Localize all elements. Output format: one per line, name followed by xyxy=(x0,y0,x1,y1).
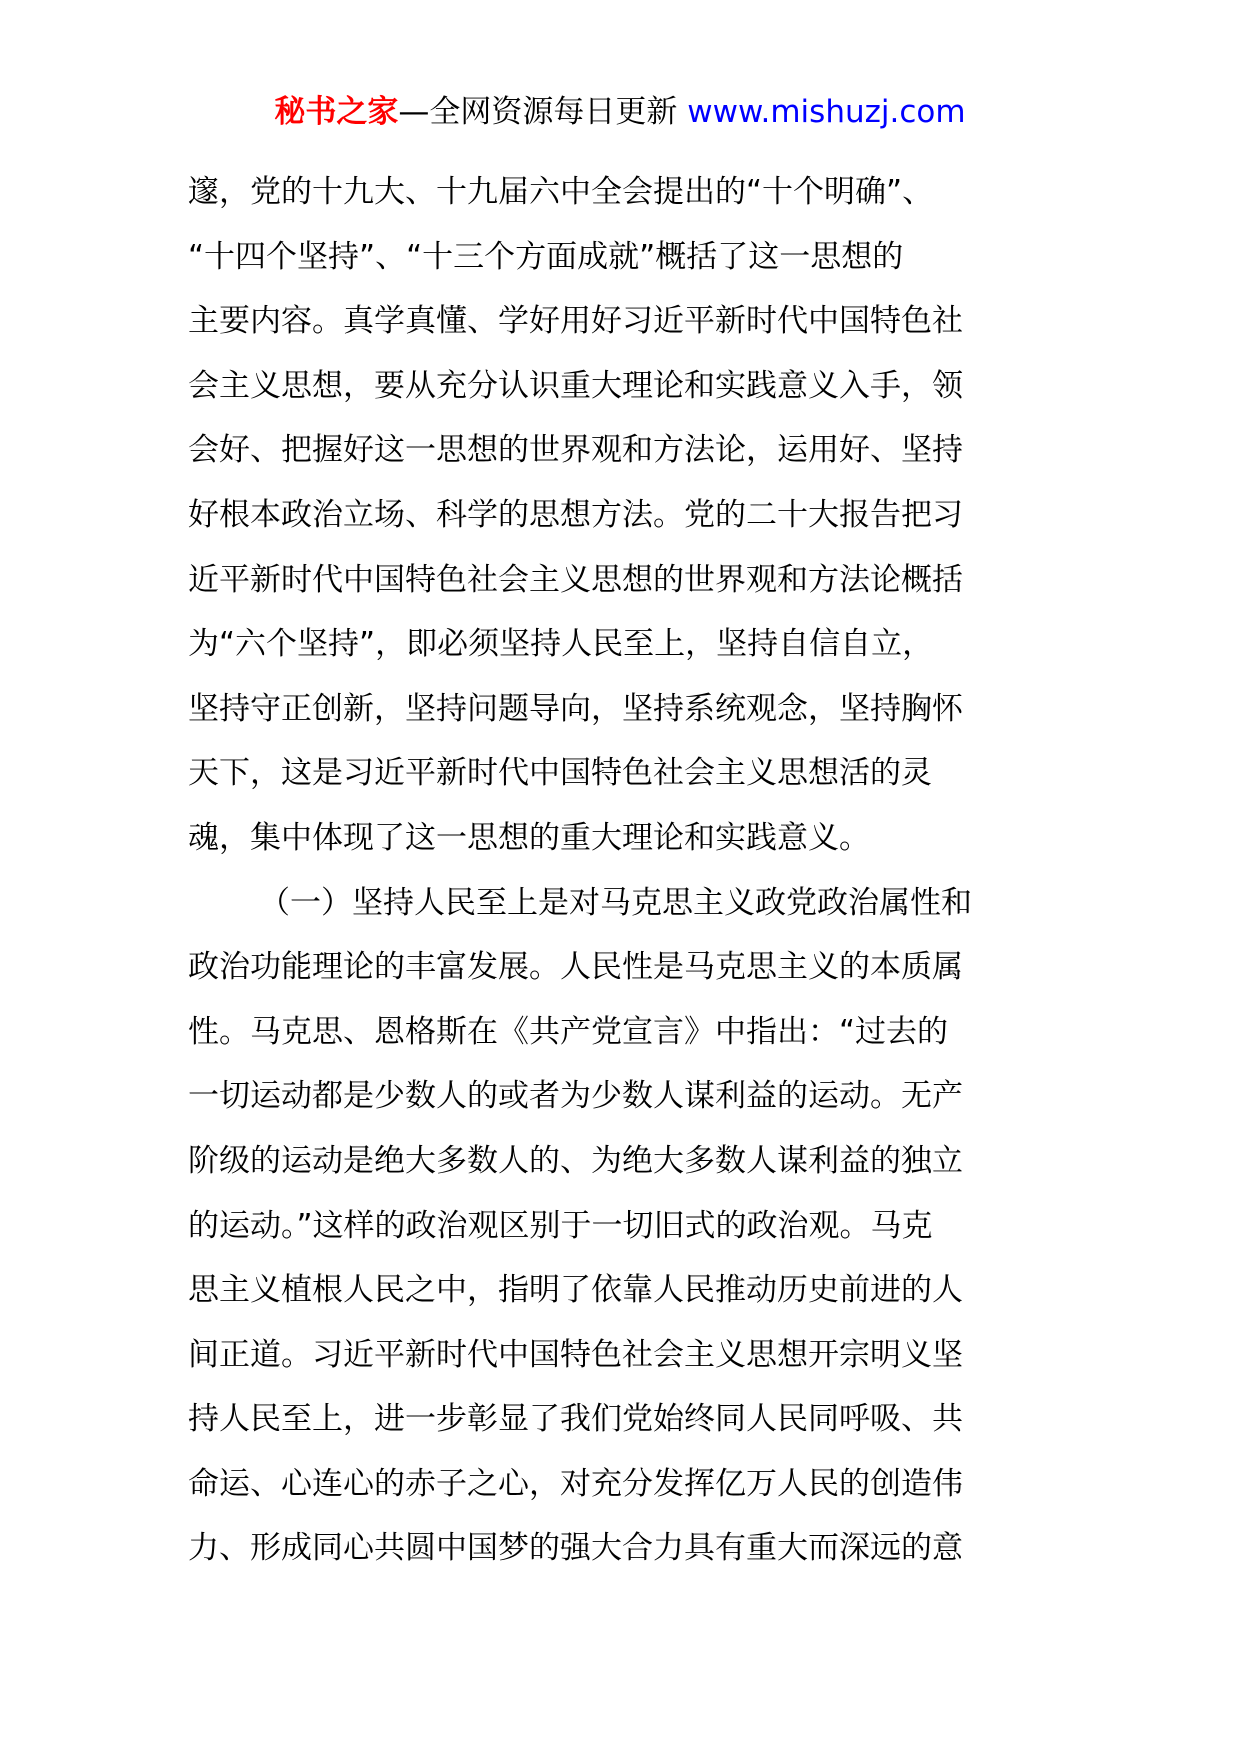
page-header xyxy=(0,92,1240,132)
text-line: 力、形成同心共圆中国梦的强大合力具有重大而深远的意 xyxy=(188,1530,963,1567)
text-line: 命运、心连心的赤子之心，对充分发挥亿万人民的创造伟 xyxy=(188,1465,963,1502)
site-brand: 秘书之家 xyxy=(274,94,399,130)
text-line: 性。马克思、恩格斯在《共产党宣言》中指出：“过去的 xyxy=(188,1013,949,1050)
text-line: 间正道。习近平新时代中国特色社会主义思想开宗明义坚 xyxy=(188,1336,963,1373)
text-line: 为“六个坚持”，即必须坚持人民至上，坚持自信自立， xyxy=(188,626,934,663)
text-line: 魂，集中体现了这一思想的重大理论和实践意义。 xyxy=(188,819,870,856)
text-line: 的运动。”这样的政治观区别于一切旧式的政治观。马克 xyxy=(188,1207,933,1244)
paragraph-first-line: （一）坚持人民至上是对马克思主义政党政治属性和 xyxy=(259,884,972,921)
text-line: 会主义思想，要从充分认识重大理论和实践意义入手，领 xyxy=(188,367,963,404)
text-line: 近平新时代中国特色社会主义思想的世界观和方法论概括 xyxy=(188,561,963,598)
site-slogan: —全网资源每日更新 xyxy=(398,94,678,130)
document-body xyxy=(188,160,1058,1581)
text-line: 一切运动都是少数人的或者为少数人谋利益的运动。无产 xyxy=(188,1078,963,1115)
text-line: 邃，党的十九大、十九届六中全会提出的“十个明确”、 xyxy=(188,174,934,210)
text-line: 坚持守正创新，坚持问题导向，坚持系统观念，坚持胸怀 xyxy=(188,690,963,727)
text-line: “十四个坚持”、“十三个方面成就”概括了这一思想的 xyxy=(188,238,904,275)
text-line: 会好、把握好这一思想的世界观和方法论，运用好、坚持 xyxy=(188,432,963,469)
text-line: 天下，这是习近平新时代中国特色社会主义思想活的灵 xyxy=(188,755,932,792)
text-line: 思主义植根人民之中，指明了依靠人民推动历史前进的人 xyxy=(188,1272,963,1309)
text-line: 阶级的运动是绝大多数人的、为绝大多数人谋利益的独立 xyxy=(188,1142,963,1179)
text-line: 主要内容。真学真懂、学好用好习近平新时代中国特色社 xyxy=(188,303,963,340)
text-line: 持人民至上，进一步彰显了我们党始终同人民同呼吸、共 xyxy=(188,1401,963,1438)
site-url-link[interactable]: www.mishuzj.com xyxy=(687,94,966,130)
text-line: 好根本政治立场、科学的思想方法。党的二十大报告把习 xyxy=(188,496,963,533)
text-line: 政治功能理论的丰富发展。人民性是马克思主义的本质属 xyxy=(188,949,963,986)
